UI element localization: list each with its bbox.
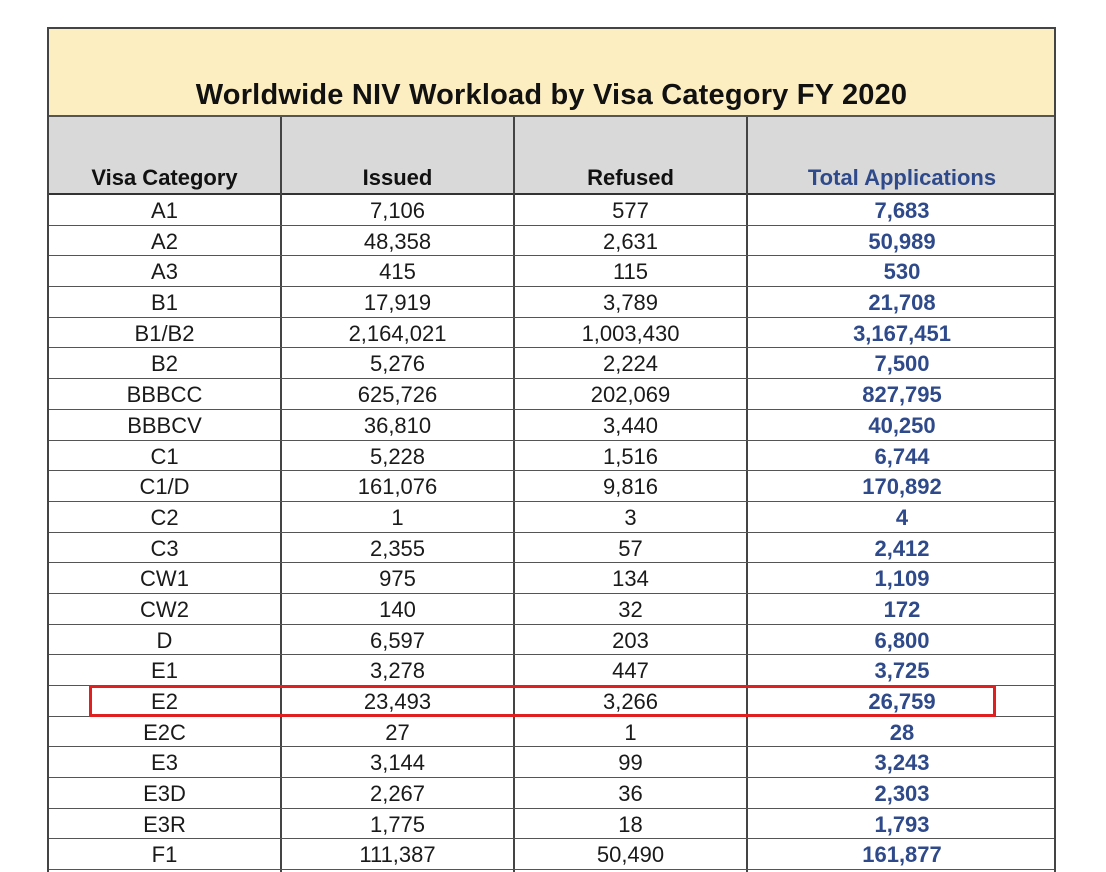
- table-row: [49, 318, 1054, 349]
- table-row: [49, 839, 1054, 870]
- table-row: [49, 533, 1054, 564]
- cell-issued: 2,267: [369, 781, 426, 807]
- cell-visa-category: C3: [150, 535, 179, 561]
- table-row: [49, 747, 1054, 778]
- header-issued: [282, 117, 513, 193]
- table-row: [49, 256, 1054, 287]
- table-row: [49, 594, 1054, 625]
- cell-total-applications: 4: [895, 504, 909, 530]
- cell-refused: 57: [618, 535, 643, 561]
- cell-issued: 7,106: [369, 198, 426, 223]
- table-row: [49, 717, 1054, 748]
- cell-refused: 50,490: [596, 842, 665, 868]
- cell-total-applications: 172: [883, 596, 921, 622]
- cell-refused: 1: [624, 719, 637, 745]
- cell-visa-category: F1: [151, 842, 178, 868]
- cell-total-applications: 2,303: [874, 781, 930, 807]
- cell-visa-category: B1/B2: [134, 320, 195, 346]
- table-row: [49, 410, 1054, 441]
- cell-issued: 36,810: [363, 412, 432, 438]
- cell-total-applications: 530: [883, 259, 921, 285]
- cell-total-applications: 28: [889, 719, 915, 745]
- cell-visa-category: CW1: [140, 566, 189, 592]
- cell-refused: 447: [612, 658, 649, 684]
- cell-total-applications: 26,759: [868, 689, 936, 714]
- table-row: [49, 809, 1054, 840]
- cell-visa-category: E2C: [143, 719, 186, 745]
- cell-total-applications: 7,683: [874, 198, 930, 223]
- cell-total-applications: 170,892: [862, 474, 942, 500]
- cell-refused: 115: [612, 259, 649, 285]
- table-row: [49, 287, 1054, 318]
- cell-visa-category: D: [156, 627, 173, 653]
- cell-refused: 18: [618, 811, 643, 837]
- cell-total-applications: 2,412: [874, 535, 930, 561]
- table-row: [49, 441, 1054, 472]
- cell-total-applications: 50,989: [868, 228, 936, 254]
- cell-visa-category: A3: [151, 259, 178, 285]
- cell-visa-category: E1: [151, 658, 178, 684]
- cell-issued: 1,775: [369, 811, 426, 837]
- cell-issued: 415: [379, 259, 416, 285]
- cell-visa-category: E3R: [143, 811, 186, 837]
- header-row: [49, 117, 1054, 195]
- cell-issued: 3,144: [369, 750, 426, 776]
- cell-issued: 111,387: [359, 842, 436, 868]
- header-visa-category: [49, 117, 280, 193]
- cell-visa-category: A2: [151, 228, 178, 254]
- header-label: Issued: [362, 165, 433, 190]
- cell-refused: 3,440: [602, 412, 659, 438]
- table-row: [49, 625, 1054, 656]
- cell-refused: 36: [618, 781, 643, 807]
- cell-visa-category: C1/D: [139, 474, 190, 500]
- cell-issued: 2,355: [369, 535, 426, 561]
- cell-visa-category: E3: [151, 750, 178, 776]
- cell-refused: 577: [612, 198, 649, 223]
- cell-refused: 1,516: [602, 443, 659, 469]
- cell-total-applications: 827,795: [862, 382, 942, 408]
- cell-issued: 161,076: [357, 474, 438, 500]
- cell-refused: 202,069: [590, 382, 671, 408]
- cell-total-applications: 3,167,451: [853, 320, 951, 346]
- table-row: [49, 471, 1054, 502]
- cell-refused: 9,816: [602, 474, 659, 500]
- table-row: [49, 778, 1054, 809]
- cell-issued: 140: [379, 596, 416, 622]
- cell-issued: 5,276: [369, 351, 426, 377]
- table-row: [49, 379, 1054, 410]
- cell-refused: 3,789: [602, 290, 659, 316]
- table-row: [49, 226, 1054, 257]
- cell-visa-category: E2: [151, 689, 178, 714]
- cell-visa-category: B1: [151, 290, 178, 316]
- table-row: [49, 195, 1054, 226]
- cell-total-applications: 7,500: [874, 351, 930, 377]
- cell-refused: 1,003,430: [581, 320, 680, 346]
- cell-total-applications: 161,877: [862, 842, 942, 868]
- table-body: [49, 195, 1054, 870]
- cell-issued: 17,919: [363, 290, 432, 316]
- cell-refused: 134: [612, 566, 649, 592]
- cell-refused: 99: [618, 750, 643, 776]
- table-row: [49, 348, 1054, 379]
- table-row: [49, 686, 1054, 717]
- cell-total-applications: 6,744: [874, 443, 930, 469]
- cell-visa-category: C2: [150, 504, 179, 530]
- cell-refused: 203: [612, 627, 649, 653]
- cell-refused: 32: [618, 596, 643, 622]
- cell-visa-category: C1: [150, 443, 179, 469]
- cell-visa-category: A1: [151, 198, 178, 223]
- cell-issued: 625,726: [357, 382, 438, 408]
- cell-visa-category: BBBCV: [127, 412, 202, 438]
- cell-issued: 27: [385, 719, 410, 745]
- cell-issued: 1: [391, 504, 404, 530]
- cell-total-applications: 1,109: [874, 566, 930, 592]
- cell-visa-category: CW2: [140, 596, 189, 622]
- cell-issued: 2,164,021: [348, 320, 447, 346]
- table-row: [49, 502, 1054, 533]
- header-label: Visa Category: [91, 165, 238, 190]
- cell-visa-category: E3D: [143, 781, 186, 807]
- cell-total-applications: 40,250: [868, 412, 936, 438]
- cell-visa-category: BBBCC: [126, 382, 203, 408]
- cell-issued: 23,493: [363, 689, 432, 714]
- cell-refused: 2,224: [602, 351, 659, 377]
- header-total-applications: [748, 117, 1056, 193]
- table-row: [49, 655, 1054, 686]
- cell-refused: 2,631: [602, 228, 659, 254]
- cell-issued: 6,597: [369, 627, 426, 653]
- cell-total-applications: 21,708: [868, 290, 936, 316]
- cell-visa-category: B2: [151, 351, 178, 377]
- cell-refused: 3,266: [602, 689, 659, 714]
- header-label: Refused: [587, 165, 674, 190]
- cell-total-applications: 1,793: [874, 811, 930, 837]
- cell-refused: 3: [624, 504, 637, 530]
- table-row: [49, 563, 1054, 594]
- cell-issued: 3,278: [369, 658, 426, 684]
- cell-total-applications: 3,243: [874, 750, 930, 776]
- table-title: Worldwide NIV Workload by Visa Category FY 2020: [195, 79, 908, 111]
- header-label: Total Applications: [807, 165, 997, 190]
- cell-total-applications: 6,800: [874, 627, 930, 653]
- cell-issued: 5,228: [369, 443, 426, 469]
- cell-issued: 975: [379, 566, 416, 592]
- cell-total-applications: 3,725: [874, 658, 930, 684]
- cell-issued: 48,358: [363, 228, 432, 254]
- title-band: [49, 29, 1054, 117]
- header-refused: [515, 117, 746, 193]
- visa-workload-table: [47, 27, 1056, 872]
